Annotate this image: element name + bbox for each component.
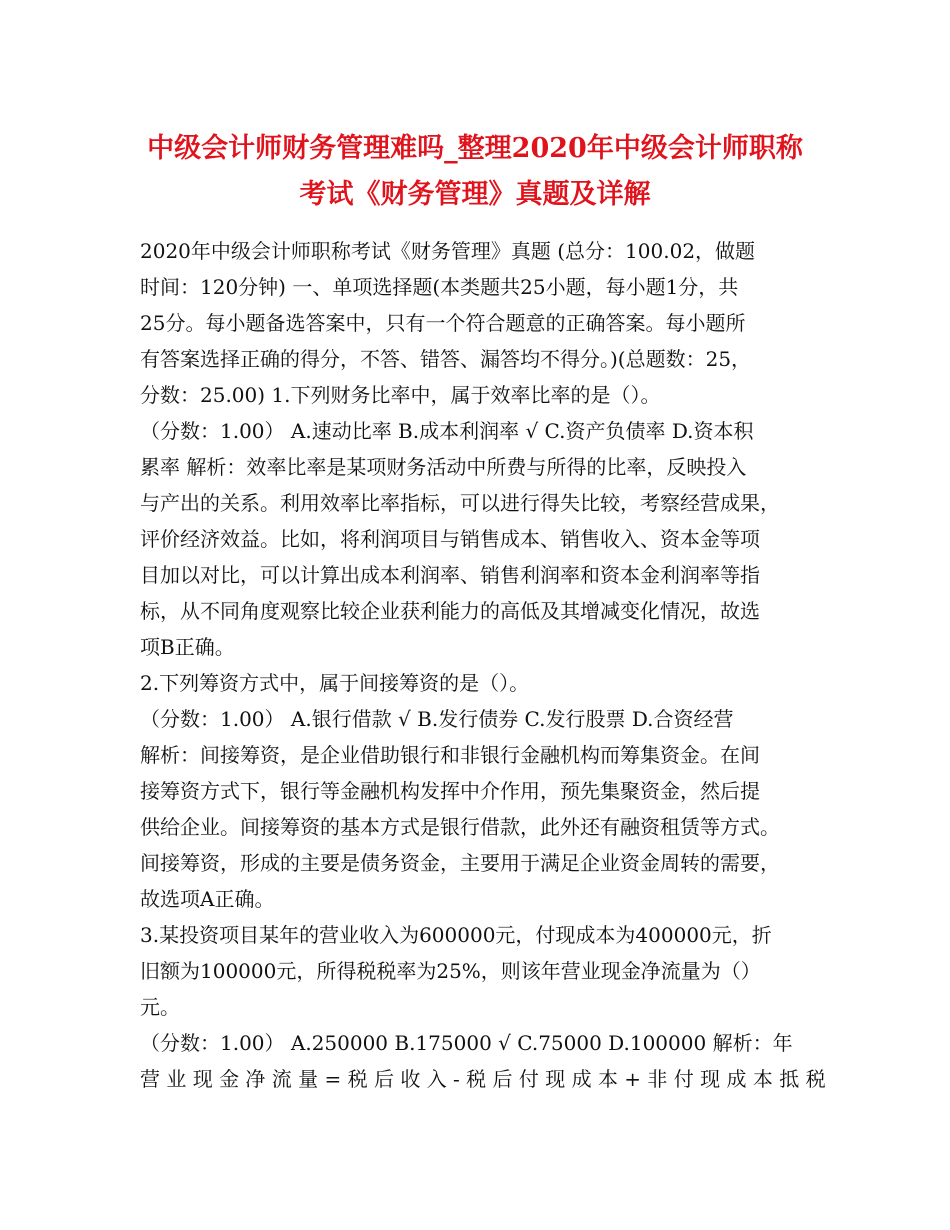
body-line: 时间：120分钟) 一、单项选择题(本类题共25小题，每小题1分，共 [140,275,739,299]
body-line: 3.某投资项目某年的营业收入为600000元，付现成本为400000元，折 [140,923,772,947]
body-line: （分数：1.00） A.速动比率 B.成本利润率 √ C.资产负债率 D.资本积 [140,419,754,443]
body-line: 供给企业。间接筹资的基本方式是银行借款，此外还有融资租赁等方式。 [140,815,780,839]
body-line: 25分。每小题备选答案中，只有一个符合题意的正确答案。每小题所 [140,311,746,335]
body-line: 评价经济效益。比如，将利润项目与销售成本、销售收入、资本金等项 [140,527,760,551]
body-line: （分数：1.00） A.250000 B.175000 √ C.75000 D.100000 解析：年 [140,1031,793,1055]
body-line: 2.下列筹资方式中，属于间接筹资的是（）。 [140,671,530,695]
body-line: 2020年中级会计师职称考试《财务管理》真题 (总分：100.02，做题 [140,239,756,263]
body-line: 解析：间接筹资，是企业借助银行和非银行金融机构而筹集资金。在间 [140,743,760,767]
body-line: 故选项A正确。 [140,887,275,911]
body-line: 接筹资方式下，银行等金融机构发挥中介作用，预先集聚资金，然后提 [140,779,760,803]
body-line: 分数：25.00) 1.下列财务比率中，属于效率比率的是（）。 [140,383,661,407]
body-line: 与产出的关系。利用效率比率指标，可以进行得失比较，考察经营成果， [140,491,780,515]
body-line: 旧额为100000元，所得税税率为25%，则该年营业现金净流量为（） [140,959,761,983]
body-line: 元。 [140,995,180,1019]
document-title-line-1: 中级会计师财务管理难吗_整理2020年中级会计师职称 [147,133,803,164]
body-line: 标，从不同角度观察比较企业获利能力的高低及其增减变化情况，故选 [140,599,760,623]
body-line: 营 业 现 金 净 流 量 = 税 后 收 入 - 税 后 付 现 成 本 + 非 付 现 成 本 抵 税 [140,1067,826,1091]
body-line: 有答案选择正确的得分，不答、错答、漏答均不得分。)(总题数：25， [140,347,752,371]
body-line: 累率 解析：效率比率是某项财务活动中所费与所得的比率，反映投入 [140,455,747,479]
body-line: 间接筹资，形成的主要是债务资金，主要用于满足企业资金周转的需要， [140,851,780,875]
body-line: 项B正确。 [140,635,235,659]
body-line: 目加以对比，可以计算出成本利润率、销售利润率和资本金利润率等指 [140,563,760,587]
body-line: （分数：1.00） A.银行借款 √ B.发行债券 C.发行股票 D.合资经营 [140,707,734,731]
document-title-line-2: 考试《财务管理》真题及详解 [299,179,651,210]
